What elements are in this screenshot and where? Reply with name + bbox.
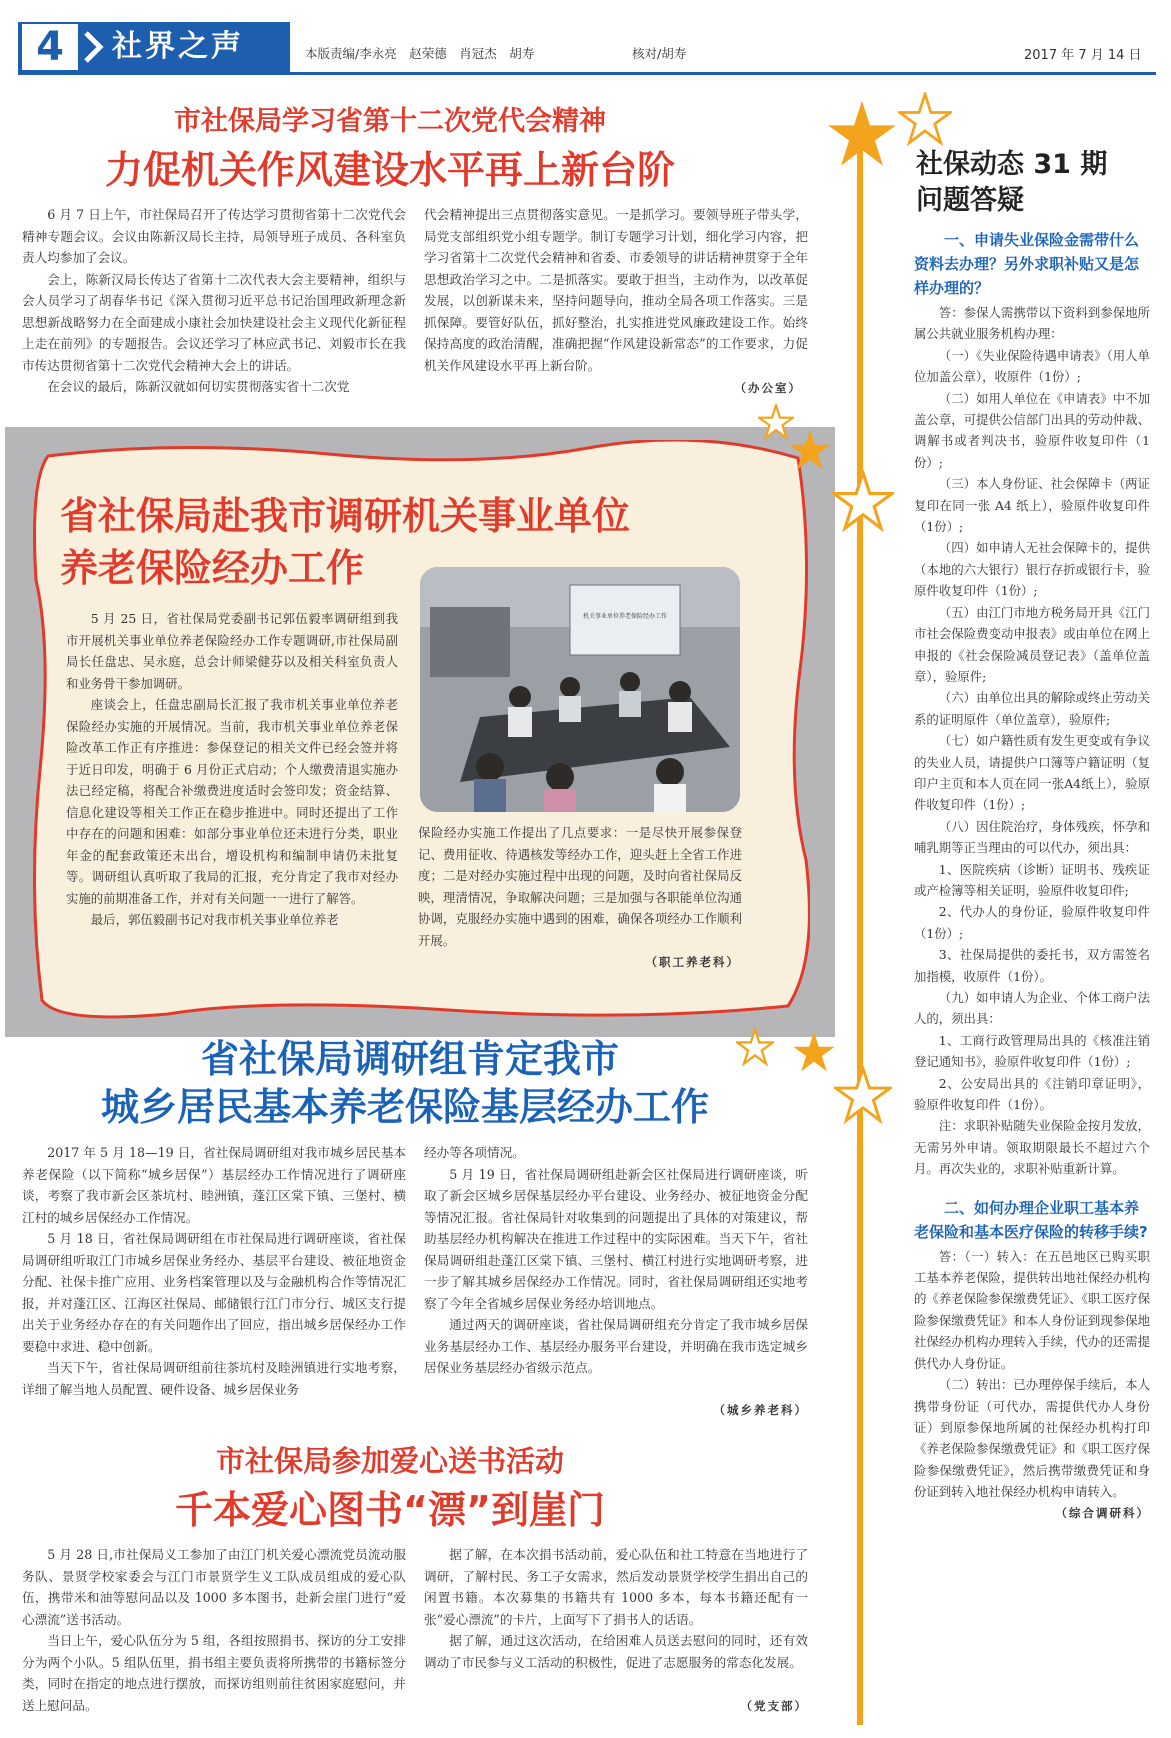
- paragraph: 当日上午，爱心队伍分为 5 组，各组按照捐书、探访的分工安排分为两个小队。5 组队伍里，捐书组主要负责将所携带的书籍标签分类，同时在指定的地点进行摆放，而探访组则前往贫困家庭慰问，并送上慰问品。: [22, 1633, 406, 1713]
- article1-column-2: [424, 204, 808, 376]
- paragraph: 1、工商行政管理局出具的《核准注销登记通知书》，验原件收复印件（1份）;: [914, 1032, 1150, 1070]
- paragraph: （五）由江门市地方税务局开具《江门市社会保险费变动申报表》或由单位在网上申报的《社会保险减员登记表》（盖单位盖章），验原件;: [914, 604, 1150, 684]
- paragraph: 经办等各项情况。: [424, 1145, 525, 1160]
- sidebar-source: （综合调研科）: [1055, 1505, 1150, 1520]
- paragraph: 据了解，通过这次活动，在给困难人员送去慰问的同时，还有效调动了市民参与义工活动的积极性，促进了志愿服务的常态化发展。: [424, 1633, 808, 1670]
- paragraph: 1、医院疾病（诊断）证明书、残疾证或产检簿等相关证明，验原件收复印件;: [914, 861, 1150, 898]
- issue-date: 2017 年 7 月 14 日: [1024, 48, 1142, 63]
- article4-column-2: [424, 1544, 808, 1673]
- answer-1: [914, 302, 1150, 1180]
- paragraph: 会上，陈新汉局长传达了省第十二次代表大会主要精神，组织与会人员学习了胡春华书记《深入贯彻习近平总书记治国理政新理念新思想新战略努力在全面建成小康社会加快建设社会主义现代化新征程上走在前列》的专题报告。会议还学习了林应武书记、刘毅市长在我市传达贯彻省第十二次党代会精神大会上的讲话。: [22, 271, 406, 373]
- sidebar-title-line-1: 社保动态 31 期: [916, 149, 1108, 180]
- sidebar-title-line-2: 问题答疑: [916, 185, 1024, 216]
- star-icon: [792, 1030, 836, 1074]
- article2-title-line-1: 省社保局赴我市调研机关事业单位: [60, 494, 631, 538]
- star-outline-icon: [898, 92, 952, 146]
- paragraph: 最后，郭伍毅副书记对我市机关事业单位养老: [90, 912, 339, 927]
- paragraph: 通过两天的调研座谈，省社保局调研组充分肯定了我市城乡居保业务基层经办工作、基层经办服务平台建设，并明确在我市选定城乡居保业务基层经办省级示范点。: [424, 1317, 808, 1375]
- answer-2: [914, 1246, 1150, 1503]
- star-outline-icon: [832, 470, 894, 532]
- sidebar-divider: [857, 150, 863, 1725]
- paragraph: 据了解，在本次捐书活动前，爱心队伍和社工特意在当地进行了调研，了解村民、务工子女需求，然后发动景贤学校学生捐出自己的闲置书籍。本次募集的书籍共有 1000 多本，每本书籍还配有一张“爱心漂流”的卡片，上面写下了捐书人的话语。: [424, 1547, 808, 1627]
- paragraph: 当天下午，省社保局调研组前往茶坑村及睦洲镇进行实地考察，详细了解当地人员配置、硬件设备、城乡居保业务: [22, 1360, 406, 1397]
- meeting-photo: [420, 567, 740, 812]
- paragraph: （七）如户籍性质有发生更变或有争议的失业人员，请提供户口簿等户籍证明（复印户主页和本人页在同一张A4纸上），验原件收复印件（1份）;: [914, 733, 1150, 813]
- paragraph: 2、公安局出具的《注销印章证明》，验原件收复印件（1份）。: [914, 1075, 1150, 1113]
- article1-column-1: [22, 204, 406, 398]
- article4-subtitle: 市社保局参加爱心送书活动: [215, 1444, 564, 1478]
- paragraph: 座谈会上，任盘忠副局长汇报了我市机关事业单位养老保险经办实施的开展情况。当前，我市机关事业单位养老保险改革工作正有序推进：参保登记的相关文件已经会签并将于近日印发，明确于 6 月份正式启动；个人缴费清退实施办法已经定稿，将配合补缴费进度适时会签印发；资金结算、信息化建设等相关工作正在稳步推进中。同时还提出了工作中存在的问题和困难：如部分事业单位还未进行分类，职业年金的配套政策还未出台，增设机构和编制申请仍未批复等。调研组认真听取了我局的汇报，充分肯定了我市对经办实施的前期准备工作，并对有关问题一一进行了解答。: [66, 697, 398, 906]
- article2-left-column: [66, 608, 398, 931]
- paragraph: 2017 年 5 月 18—19 日，省社保局调研组对我市城乡居民基本养老保险（以下简称“城乡居保”）基层经办工作情况进行了调研座谈，考察了我市新会区茶坑村、睦洲镇，蓬江区棠下镇、三堡村、横江村的城乡居保经办工作情况。: [22, 1145, 406, 1225]
- article3-title-line-1: 省社保局调研组肯定我市: [200, 1037, 619, 1081]
- proofread-credit: 核对/胡寿: [632, 46, 687, 61]
- paragraph: 3、社保局提供的委托书，双方需签名加指模，收原件（1份）。: [914, 947, 1150, 984]
- star-icon: [826, 98, 898, 170]
- article4-title: 千本爱心图书“漂”到崖门: [175, 1488, 605, 1532]
- article2-source: （职工养老科）: [645, 955, 740, 969]
- header-rule: [18, 72, 1156, 75]
- paragraph: 5 月 19 日，省社保局调研组赴新会区社保局进行调研座谈，听取了新会区城乡居保基层经办平台建设、业务经办、被征地资金分配等情况汇报。省社保局针对收集到的问题提出了具体的对策建议，帮助基层经办机构解决在推进工作过程中的实际困难。当天下午，省社保局调研组赴蓬江区棠下镇、三堡村、横江村进行实地调研考察，进一步了解其城乡居保经办工作情况。同时，省社保局调研组还实地考察了今年全省城乡居保业务经办培训地点。: [424, 1166, 808, 1311]
- article2-right-column: [418, 822, 742, 951]
- question-1: 一、申请失业保险金需带什么资料去办理？另外求职补贴又是怎样办理的？: [914, 231, 1140, 297]
- column-name: 社界之声: [112, 29, 244, 64]
- paragraph: 代会精神提出三点贯彻落实意见。一是抓学习。要领导班子带头学，局党支部组织党小组专题学。制订专题学习计划，细化学习内容，把学习省第十二次党代会精神和省委、市委领导的讲话精神贯穿于全年思想政治学习之中。二是抓落实。要敢于担当，主动作为，以改革促发展，以创新谋未来，坚持问题导向，推动全局各项工作落实。三是抓保障。要管好队伍，抓好整治，扎实推进党风廉政建设工作。始终保持高度的政治清醒，准确把握“作风建设新常态”的工作要求，力促机关作风建设水平再上新台阶。: [424, 207, 808, 373]
- article1-source: （办公室）: [734, 381, 802, 395]
- article1-subtitle: 市社保局学习省第十二次党代会精神: [174, 106, 606, 137]
- paragraph: （九）如申请人为企业、个体工商户法人的，须出具：: [914, 990, 1150, 1027]
- article3-column-1: [22, 1142, 406, 1400]
- photo-screen-caption: 机关事业单位养老保险经办工作: [582, 613, 667, 620]
- article3-title-line-2: 城乡居民基本养老保险基层经办工作: [100, 1085, 709, 1129]
- sidebar-qa: [914, 228, 1150, 1521]
- chevron-right-icon: [82, 30, 106, 64]
- article4-column-1: [22, 1544, 406, 1716]
- paragraph: （三）本人身份证、社会保障卡（两证复印在同一张 A4 纸上），验原件收复印件（1份）;: [914, 476, 1150, 535]
- article3-source: （城乡养老科）: [713, 1403, 808, 1417]
- paragraph: 2、代办人的身份证，验原件收复印件（1份）;: [914, 904, 1150, 941]
- paragraph: 5 月 25 日，省社保局党委副书记郭伍毅率调研组到我市开展机关事业单位养老保险经办工作专题调研,市社保局副局长任盘忠、吴永庭，总会计师梁健芬以及相关科室负责人和业务骨干参加调研。: [66, 611, 398, 691]
- paragraph: 保险经办实施工作提出了几点要求：一是尽快开展参保登记、费用征收、待遇核发等经办工作，迎头赶上全省工作进度；二是对经办实施过程中出现的问题，及时向省社保局反映，理清情况，争取解决问题；三是加强与各职能单位沟通协调，克服经办实施中遇到的困难，确保各项经办工作顺利开展。: [418, 825, 742, 948]
- article3-column-2: [424, 1142, 808, 1379]
- paragraph: （一）《失业保险待遇申请表》（用人单位加盖公章），收原件（1份）;: [914, 347, 1150, 385]
- paragraph: （二）转出：已办理停保手续后，本人携带身份证（可代办，需提供代办人身份证）到原参保地所属的社保经办机构打印《养老保险参保缴费凭证》和《职工医疗保险参保缴费凭证》，然后携带缴费凭证和身份证到转入地社保经办机构申请转入。: [914, 1377, 1150, 1500]
- star-outline-icon: [736, 1028, 774, 1066]
- star-outline-icon: [834, 1066, 892, 1124]
- paragraph: （六）由单位出具的解除或终止劳动关系的证明原件（单位盖章），验原件;: [914, 690, 1150, 727]
- article2-title-line-2: 养老保险经办工作: [60, 546, 365, 590]
- paragraph: 答：参保人需携带以下资料到参保地所属公共就业服务机构办理：: [914, 305, 1150, 342]
- paragraph: 5 月 18 日，省社保局调研组在市社保局进行调研座谈，省社保局调研组听取江门市城乡居保业务经办、基层平台建设、被征地资金分配、社保卡推广应用、业务档案管理以及与金融机构合作等情况汇报，并对蓬江区、江海区社保局、邮储银行江门市分行、城区支行提出关于业务经办存在的有关问题作出了回应，指出城乡居保经办工作要稳中求进、稳中创新。: [22, 1231, 406, 1354]
- editors-credit: 本版责编/李永亮 赵荣德 肖冠杰 胡寿: [305, 46, 535, 61]
- paragraph: 答：（一）转入：在五邑地区已购买职工基本养老保险，提供转出地社保经办机构的《养老保险参保缴费凭证》、《职工医疗保险参保缴费凭证》和本人身份证到现参保地社保经办机构办理转入手续，代办的还需提供代办人身份证。: [914, 1248, 1150, 1371]
- paragraph: 注：求职补贴随失业保险金按月发放，无需另外申请。领取期限最长不超过六个月。再次失业的，求职补贴重新计算。: [914, 1118, 1150, 1177]
- article4-source: （党支部）: [740, 1699, 808, 1713]
- meeting-photo-illustration: [420, 567, 740, 812]
- paragraph: （四）如申请人无社会保障卡的，提供（本地的六大银行）银行存折或银行卡，验原件收复印件（1份）;: [914, 540, 1150, 599]
- paragraph: （八）因住院治疗，身体残疾，怀孕和哺乳期等正当理由的可以代办，须出具：: [914, 818, 1150, 856]
- paragraph: （二）如用人单位在《申请表》中不加盖公章，可提供公信部门出具的劳动仲裁、调解书或者判决书，验原件收复印件（1份）;: [914, 390, 1150, 470]
- question-2: 二、如何办理企业职工基本养老保险和基本医疗保险的转移手续?: [914, 1198, 1148, 1241]
- star-icon: [788, 428, 832, 472]
- paragraph: 5 月 28 日,市社保局义工参加了由江门机关爱心漂流党员流动服务队、景贤学校家委会与江门市景贤学生义工队成员组成的爱心队伍，携带米和油等慰问品以及 1000 多本图书，赴新会崖门进行“爱心漂流”送书活动。: [22, 1547, 406, 1627]
- paragraph: 6 月 7 日上午，市社保局召开了传达学习贯彻省第十二次党代会精神专题会议。会议由陈新汉局长主持，局领导班子成员、各科室负责人均参加了会议。: [22, 207, 406, 265]
- page-number: 4: [22, 24, 78, 70]
- paragraph: 在会议的最后，陈新汉就如何切实贯彻落实省十二次党: [47, 379, 350, 394]
- article1-title: 力促机关作风建设水平再上新台阶: [104, 148, 675, 192]
